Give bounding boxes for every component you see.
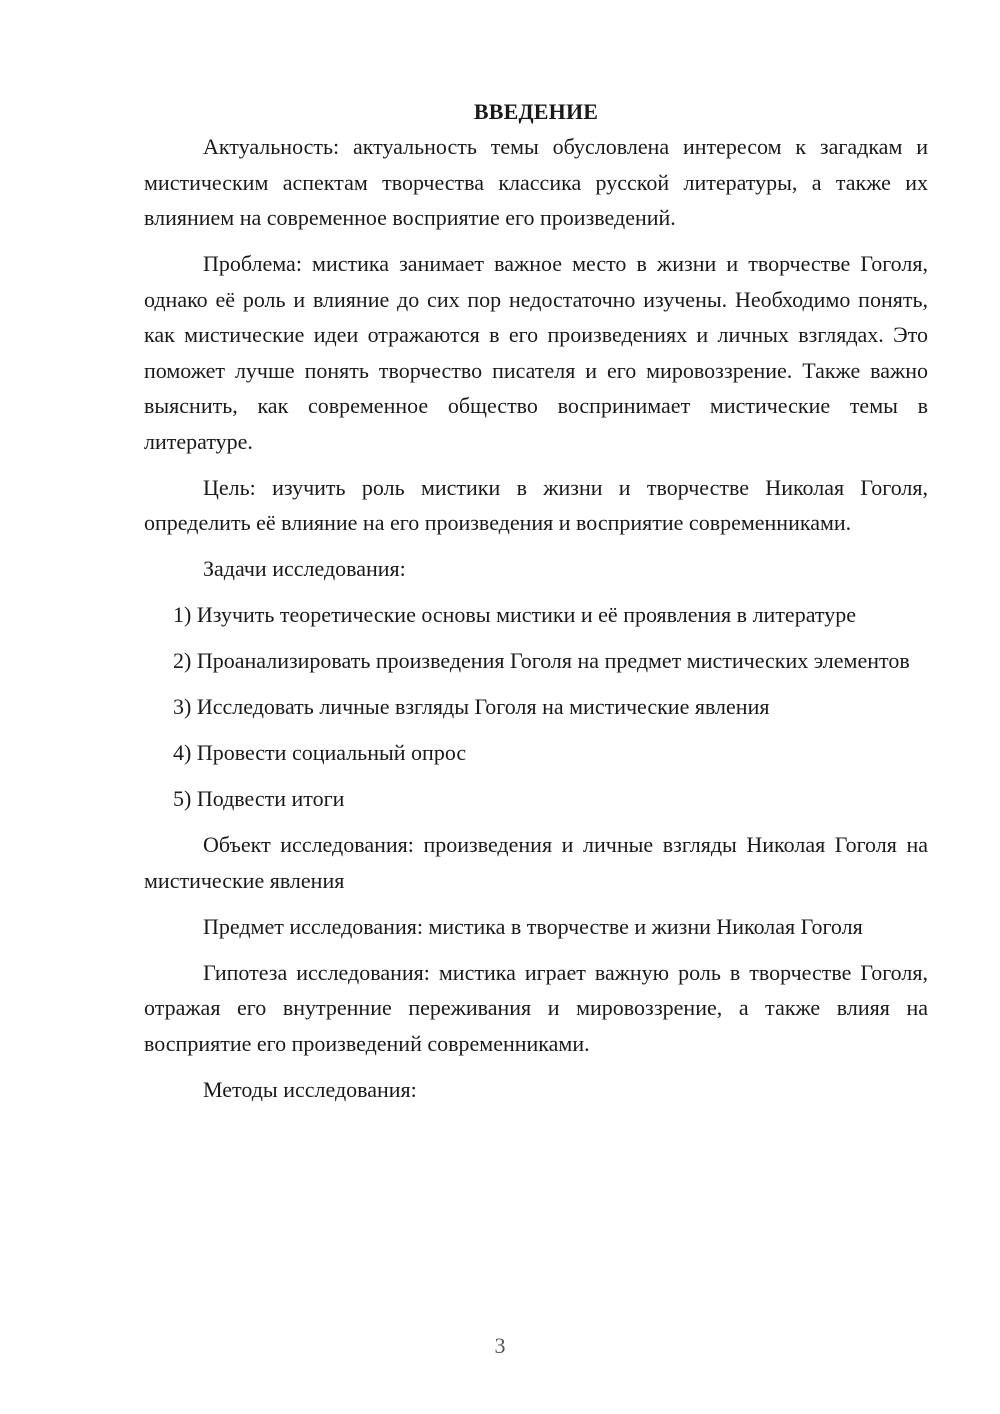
list-item: 4) Провести социальный опрос (173, 740, 467, 765)
list-item: 1) Изучить теоретические основы мистики и её проявления в литературе (173, 602, 856, 627)
paragraph-problem: Проблема: мистика занимает важное место в жизни и творчестве Гоголя, однако её роль и влияние до сих пор недостаточно изучены. Необходимо понять, как мистические идеи отражаются в его произведениях и личных взглядах. Это поможет лучше понять творчество писателя и его мировоззрение. Также важно выяснить, как современное общество воспринимает мистические темы в литературе. (144, 251, 928, 454)
paragraph-hypothesis: Гипотеза исследования: мистика играет важную роль в творчестве Гоголя, отражая его внутренние переживания и мировоззрение, а также влияя на восприятие его произведений современниками. (144, 959, 928, 1056)
page-number: 3 (494, 1333, 506, 1358)
paragraph-tasks-heading: Задачи исследования: (203, 556, 406, 581)
paragraph-relevance: Актуальность: актуальность темы обусловлена интересом к загадкам и мистическим аспектам творчества классика русской литературы, а также их влиянием на современное восприятие его произведений. (144, 134, 928, 230)
paragraph-goal: Цель: изучить роль мистики в жизни и творчестве Николая Гоголя, определить её влияние на его произведения и восприятие современниками. (144, 474, 928, 535)
section-title: ВВЕДЕНИЕ (473, 99, 599, 124)
list-item: 3) Исследовать личные взгляды Гоголя на мистические явления (173, 694, 770, 719)
paragraph-methods-heading: Методы исследования: (203, 1076, 417, 1102)
list-item: 5) Подвести итоги (173, 786, 345, 811)
list-item: 2) Проанализировать произведения Гоголя на предмет мистических элементов (173, 648, 910, 673)
document-page (144, 94, 928, 1107)
paragraph-subject: Предмет исследования: мистика в творчестве и жизни Николая Гоголя (203, 913, 863, 939)
tasks-list (144, 597, 928, 817)
paragraph-object: Объект исследования: произведения и личные взгляды Николая Гоголя на мистические явления (144, 832, 928, 893)
